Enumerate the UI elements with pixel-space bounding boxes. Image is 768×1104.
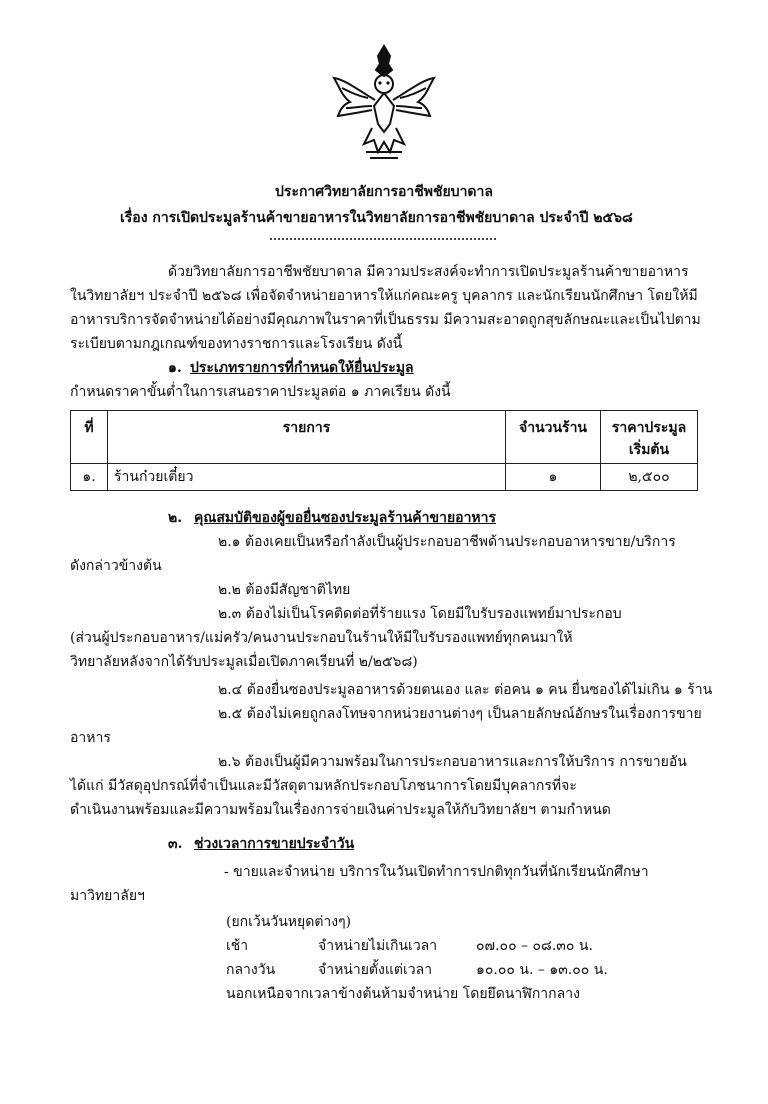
section1-subtext: กำหนดราคาขั้นต่ำในการเสนอราคาประมูลต่อ ๑ ภาคเรียน ดังนี้ [70, 384, 451, 400]
section3-heading: ช่วงเวลาการขายประจำวัน [194, 836, 355, 852]
section2-line-8: ๒.๕ ต้องไม่เคยถูกลงโทษจากหน่วยงานต่างๆ เป็นลายลักษณ์อักษรในเรื่องการขาย [218, 706, 702, 722]
section2-line-5: (ส่วนผู้ประกอบอาหาร/แม่ครัว/คนงานประกอบในร้านให้มีใบรับรองแพทย์ทุกคนมาให้ [70, 630, 573, 646]
schedule-time-noon: ๑๐.๐๐ น. – ๑๓.๐๐ น. [476, 962, 608, 978]
announcement-subject: เรื่อง การเปิดประมูลร้านค้าขายอาหารในวิทยาลัยการอาชีพชัยบาดาล ประจำปี ๒๕๖๘ [120, 210, 633, 226]
auction-price-table [70, 410, 698, 491]
row-price: ๒,๕๐๐ [601, 464, 698, 491]
row-item: ร้านก๋วยเตี๋ยว [108, 464, 506, 491]
header-price-line2: เริ่มต้น [628, 442, 670, 458]
section2-line-2: ดังกล่าวข้างต้น [70, 558, 162, 574]
section1-number: ๑. [168, 360, 182, 376]
header-divider [270, 238, 496, 240]
header-item: รายการ [108, 411, 506, 464]
section2-heading: คุณสมบัติของผู้ขอยื่นซองประมูลร้านค้าขายอาหาร [194, 510, 497, 526]
header-price-line1: ราคาประมูล [611, 420, 687, 436]
section3-closing: นอกเหนือจากเวลาข้างต้นห้ามจำหน่าย โดยยึดนาฬิกากลาง [226, 986, 580, 1002]
section2-line-6: วิทยาลัยหลังจากได้รับประมูลเมื่อเปิดภาคเรียนที่ ๒/๒๕๖๘) [70, 654, 418, 670]
intro-line-4: ระเบียบตามกฎเกณฑ์ของทางราชการและโรงเรียน ดังนี้ [70, 336, 403, 352]
section2-line-1: ๒.๑ ต้องเคยเป็นหรือกำลังเป็นผู้ประกอบอาชีพด้านประกอบอาหารขาย/บริการ [218, 534, 676, 550]
section2-line-4: ๒.๓ ต้องไม่เป็นโรคติดต่อที่ร้ายแรง โดยมีใบรับรองแพทย์มาประกอบ [218, 606, 622, 622]
announcement-title: ประกาศวิทยาลัยการอาชีพชัยบาดาล [275, 184, 493, 200]
table-row [71, 464, 698, 491]
section3-line-2: มาวิทยาลัยฯ [70, 888, 145, 904]
garuda-emblem-icon [328, 40, 440, 162]
row-no: ๑. [71, 464, 108, 491]
intro-line-3: อาหารบริการจัดจำหน่ายได้อย่างมีคุณภาพในราคาที่เป็นธรรม มีความสะอาดถูกสุขลักษณะและเป็นไปตาม [70, 312, 701, 328]
schedule-desc-noon: จำหน่ายตั้งแต่เวลา [318, 962, 433, 978]
schedule-period-morning: เช้า [226, 938, 249, 954]
section2-line-3: ๒.๒ ต้องมีสัญชาติไทย [218, 582, 351, 598]
header-no: ที่ [71, 411, 108, 464]
schedule-period-noon: กลางวัน [226, 962, 276, 978]
intro-line-2: ในวิทยาลัยฯ ประจำปี ๒๕๖๘ เพื่อจัดจำหน่ายอาหารให้แก่คณะครู บุคลากร และนักเรียนนักศึกษา โดยให้มี [70, 288, 698, 304]
section2-line-11: ได้แก่ มีวัสดุอุปกรณ์ที่จำเป็นและมีวัสดุตามหลักประกอบโภชนาการโดยมีบุคลากรที่จะ [70, 778, 577, 794]
table-header-row [71, 411, 698, 464]
section2-line-9: อาหาร [70, 730, 111, 746]
section2-line-7: ๒.๔ ต้องยื่นซองประมูลอาหารด้วยตนเอง และ ต่อคน ๑ คน ยื่นซองได้ไม่เกิน ๑ ร้าน [218, 682, 713, 698]
intro-line-1: ด้วยวิทยาลัยการอาชีพชัยบาดาล มีความประสงค์จะทำการเปิดประมูลร้านค้าขายอาหาร [168, 264, 689, 280]
section2-line-12: ดำเนินงานพร้อมและมีความพร้อมในเรื่องการจ่ายเงินค่าประมูลให้กับวิทยาลัยฯ ตามกำหนด [70, 802, 611, 818]
section3-note: (ยกเว้นวันหยุดต่างๆ) [226, 914, 352, 930]
section3-number: ๓. [168, 836, 183, 852]
header-count: จำนวนร้าน [506, 411, 601, 464]
schedule-time-morning: ๐๗.๐๐ – ๐๘.๓๐ น. [476, 938, 593, 954]
header-price [601, 411, 698, 464]
schedule-desc-morning: จำหน่ายไม่เกินเวลา [318, 938, 438, 954]
section2-number: ๒. [168, 510, 183, 526]
section1-heading: ประเภทรายการที่กำหนดให้ยื่นประมูล [190, 360, 414, 376]
section3-line-1: - ขายและจำหน่าย บริการในวันเปิดทำการปกติทุกวันที่นักเรียนนักศึกษา [224, 864, 649, 880]
row-count: ๑ [506, 464, 601, 491]
section2-line-10: ๒.๖ ต้องเป็นผู้มีความพร้อมในการประกอบอาหารและการให้บริการ การขายอัน [218, 754, 687, 770]
